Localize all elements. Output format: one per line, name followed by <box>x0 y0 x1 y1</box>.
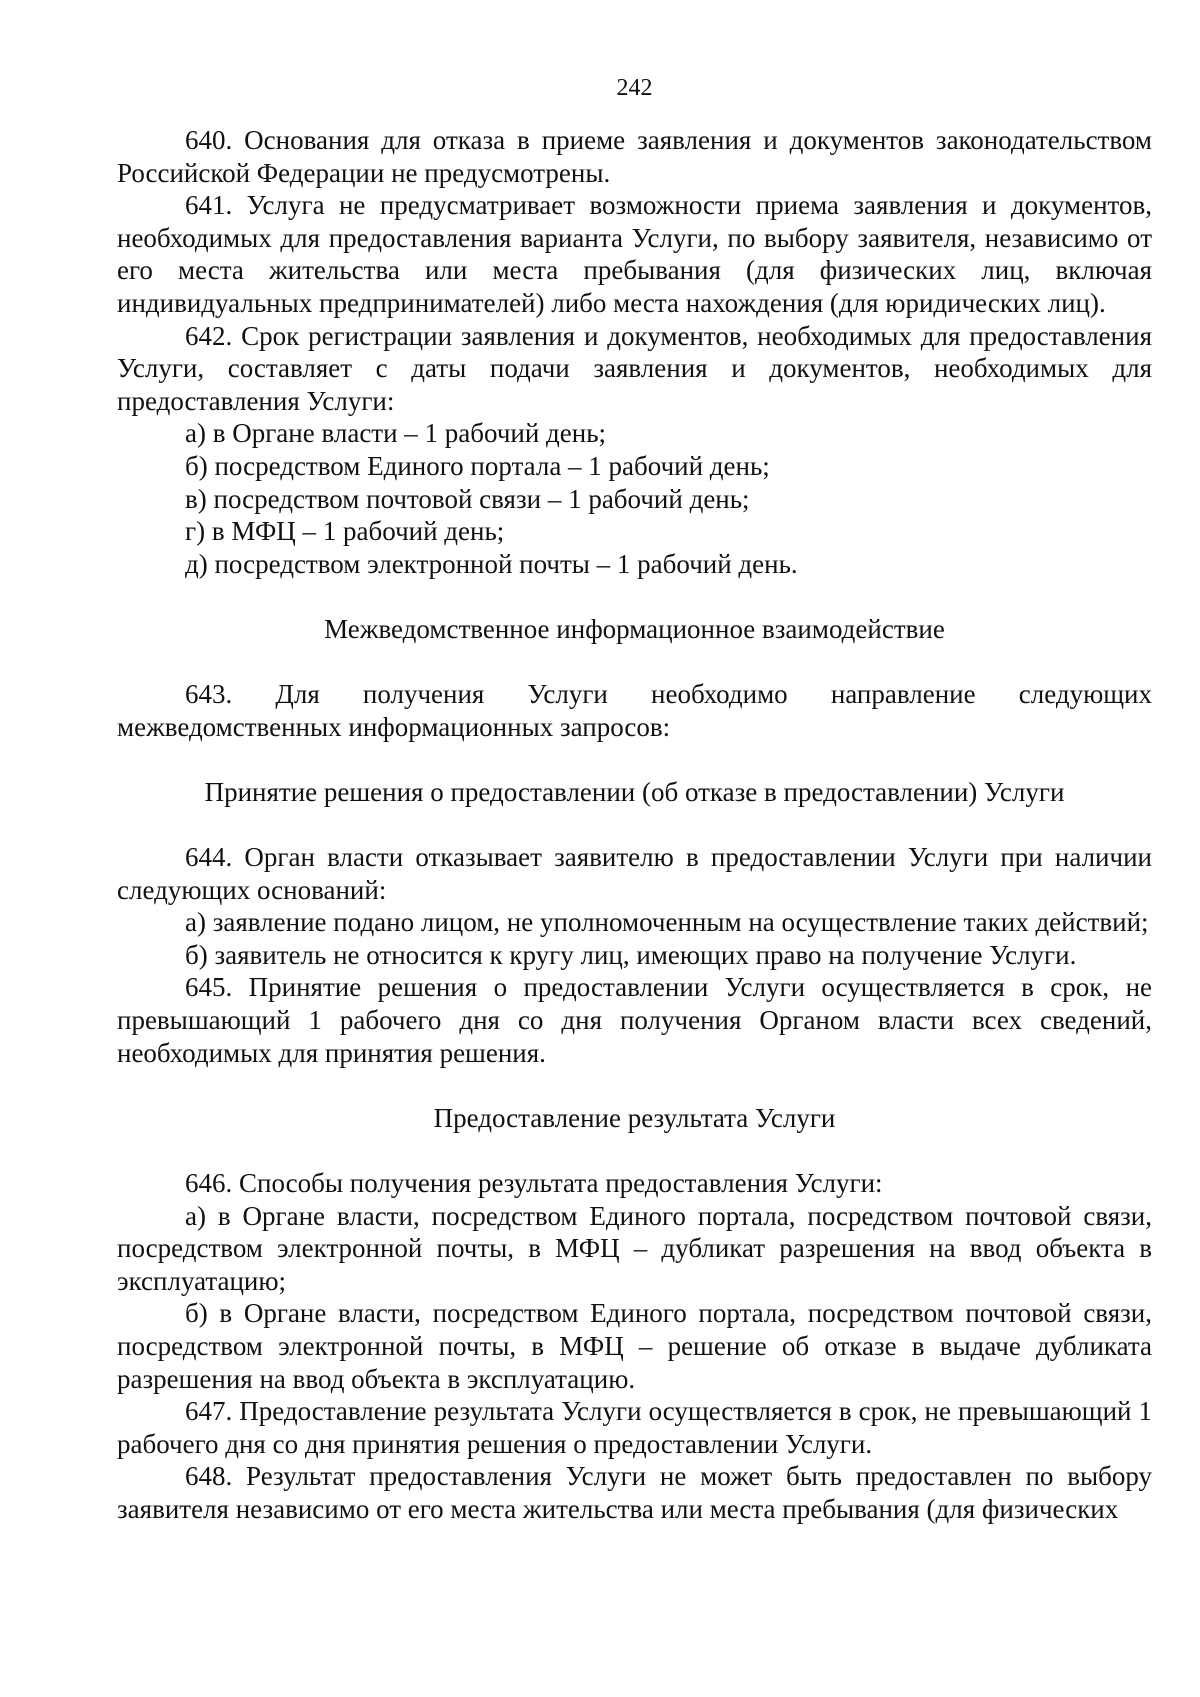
spacer <box>117 580 1152 613</box>
paragraph-642-item-b: б) посредством Единого портала – 1 рабочий день; <box>185 450 770 481</box>
paragraph-646: 646. Способы получения результата предоставления Услуги: <box>185 1168 883 1198</box>
spacer <box>117 1134 1152 1167</box>
paragraph-642-item-v: в) посредством почтовой связи – 1 рабочий день; <box>185 483 750 514</box>
paragraph-646-item-b: б) в Органе власти, посредством Единого портала, посредством почтовой связи, посредством электронной почты, в МФЦ – решение об отказе в выдаче дубликата разрешения на ввод объекта в эксплуатацию. <box>117 1298 1152 1394</box>
paragraph-644-item-a: а) заявление подано лицом, не уполномоченным на осуществление таких действий; <box>185 907 1149 938</box>
paragraph-644-item-b: б) заявитель не относится к кругу лиц, имеющих право на получение Услуги. <box>185 939 1077 970</box>
paragraph-647: 647. Предоставление результата Услуги осуществляется в срок, не превышающий 1 рабочего дня со дня принятия решения о предоставлении Услуги. <box>117 1396 1152 1459</box>
paragraph-640: 640. Основания для отказа в приеме заявления и документов законодательством Российской Федерации не предусмотрены. <box>117 125 1152 188</box>
spacer <box>117 743 1152 776</box>
paragraph-642-item-a: а) в Органе власти – 1 рабочий день; <box>185 418 607 449</box>
section-heading-interagency: Межведомственное информационное взаимодействие <box>324 613 945 644</box>
paragraph-648: 648. Результат предоставления Услуги не может быть предоставлен по выбору заявителя независимо от его места жительства или места пребывания (для физических <box>117 1461 1152 1524</box>
document-body <box>117 124 1152 1526</box>
page-number: 242 <box>616 75 653 101</box>
paragraph-641: 641. Услуга не предусматривает возможности приема заявления и документов, необходимых для предоставления варианта Услуги, по выбору заявителя, независимо от его места жительства или места пребывания (для физических лиц, включая индивидуальных предпринимателей) либо места нахождения (для юридических лиц). <box>117 190 1152 318</box>
paragraph-646-item-a: а) в Органе власти, посредством Единого портала, посредством почтовой связи, посредством электронной почты, в МФЦ – дубликат разрешения на ввод объекта в эксплуатацию; <box>117 1200 1152 1296</box>
paragraph-642-item-g: г) в МФЦ – 1 рабочий день; <box>185 516 505 547</box>
paragraph-642-item-d: д) посредством электронной почты – 1 рабочий день. <box>185 548 798 579</box>
section-heading-result: Предоставление результата Услуги <box>433 1102 836 1133</box>
paragraph-644: 644. Орган власти отказывает заявителю в предоставлении Услуги при наличии следующих оснований: <box>117 842 1152 905</box>
spacer <box>117 646 1152 679</box>
paragraph-643: 643. Для получения Услуги необходимо направление следующих межведомственных информационных запросов: <box>117 679 1152 742</box>
paragraph-645: 645. Принятие решения о предоставлении Услуги осуществляется в срок, не превышающий 1 рабочего дня со дня получения Органом власти всех сведений, необходимых для принятия решения. <box>117 972 1152 1068</box>
paragraph-642: 642. Срок регистрации заявления и документов, необходимых для предоставления Услуги, составляет с даты подачи заявления и документов, необходимых для предоставления Услуги: <box>117 320 1152 416</box>
spacer <box>117 1069 1152 1102</box>
section-heading-decision: Принятие решения о предоставлении (об отказе в предоставлении) Услуги <box>204 776 1065 807</box>
spacer <box>117 808 1152 841</box>
